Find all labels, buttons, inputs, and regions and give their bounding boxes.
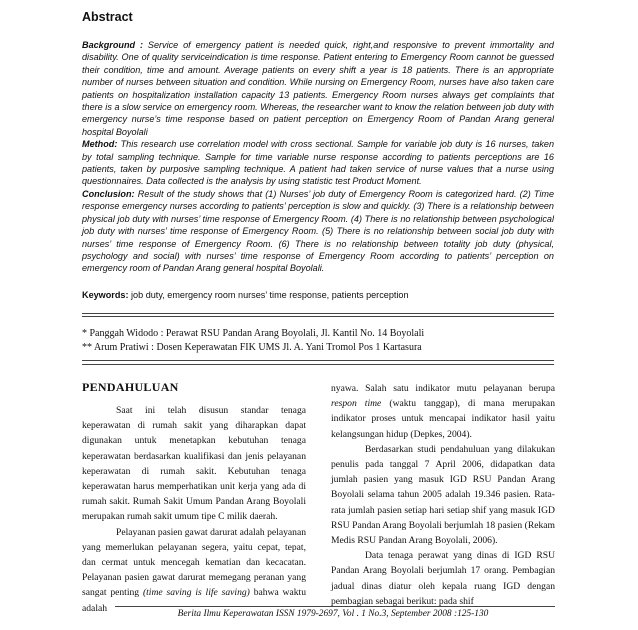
affiliations: [82, 327, 554, 355]
keywords-text: job duty, emergency room nurses’ time response, patients perception: [131, 290, 409, 300]
affiliation-author-2: ** Arum Pratiwi : Dosen Keperawatan FIK UMS Jl. A. Yani Tromol Pos 1 Kartasura: [82, 342, 422, 353]
background-text: Service of emergency patient is needed quick, right,and responsive to prevent immortality and disability. One of quality serviceindication is time response. Patient entering to Emergency Room cannot be guessed their condition, time and amount. Average patients on every shift a year is 18 patients. There is an appropriate number of nurses between situation and condition. While nursing on Emergency Room, nurses have also taken care patients on hospitalization installation capacity 13 patients. Emergency Room nurses always get complaints that there is a slow service on emergency room. Whereas, the researcher want to know the relation between job duty with emergency nurse’s time response based on patient perception on Emergency Room of Pandan Arang general hospital Boyolali: [82, 40, 554, 137]
paragraph: [331, 381, 555, 442]
keywords-label: Keywords:: [82, 290, 129, 300]
abstract-background: [82, 39, 554, 138]
paragraph-text: nyawa. Salah satu indikator mutu pelayanan berupa: [331, 383, 555, 394]
journal-footer: Berita Ilmu Keperawatan ISSN 1979-2697, Vol . 1 No.3, September 2008 :125-130: [177, 609, 489, 619]
divider: [82, 364, 554, 365]
divider: [82, 316, 554, 317]
paragraph: Saat ini telah disusun standar tenaga keperawatan di rumah sakit yang diharapkan dapat digunakan untuk menetapkan kebutuhan tenaga keperawatan berdasarkan kualifikasi dan jenis pelayanan keperawatan di rumah sakit. Kebutuhan tenaga keperawatan harus memperhatikan unit kerja yang ada di rumah sakit. Rumah Sakit Umum Pandan Arang Boyolali merupakan rumah sakit umum tipe C milik daerah.: [82, 405, 306, 523]
paragraph-text: bahwa waktu adalah: [82, 587, 307, 614]
conclusion-text: Result of the study shows that (1) Nurses’ job duty of Emergency Room is categorized hard. (2) Time response emergency nurses according to patients’ perception is slow and quickly. (3) There is a relationship between physical job duty with nurses’ time response of Emergency Room. (4) There is no relationship between psychological job duty with nurses’ time response of Emergency Room. (5) There is no relationship between social job duty with nurses’ time response of Emergency Room. (6) There is no relationship between totality job duty (physical, psychology and social) with nurses’ time response of Emergency Room according to patients’ perception on emergency room of Pandan Arang general hospital Boyolali.: [82, 188, 555, 274]
affiliation-author-1: * Panggah Widodo : Perawat RSU Pandan Arang Boyolali, Jl. Kantil No. 14 Boyolali: [82, 328, 425, 339]
paragraph: Data tenaga perawat yang dinas di IGD RSU Pandan Arang Boyolali berjumlah 17 orang. Pembagian jadual dinas diatur oleh kepala ruang IGD dengan pembagian sebagai berikut: pada shif: [331, 550, 555, 607]
right-column: [331, 381, 555, 609]
section-title: PENDAHULUAN: [82, 380, 179, 394]
paragraph: [82, 525, 306, 616]
keywords: [82, 289, 554, 301]
conclusion-label: Conclusion:: [82, 188, 135, 199]
footer-divider: [115, 606, 555, 607]
abstract-body: [82, 39, 554, 275]
paragraph-text: (waktu tanggap), di mana merupakan indikator proses untuk mencapai indikator hasil yaitu kelangsungan hidup (Depkes, 2004).: [331, 398, 555, 440]
italic-phrase: respon time: [331, 398, 382, 410]
method-text: This research use correlation model with cross sectional. Sample for variable job duty is 16 nurses, taken by total sampling technique. Sample for time variable nurse response according to patients perceptions are 16 patients, taken by purposive sampling technique. A patient had taken service of nurse values that a nurse using questionnaires. Data collected is the analysis by using statistic test Product Moment.: [82, 139, 554, 187]
method-label: Method:: [82, 139, 118, 150]
divider: [82, 313, 554, 314]
divider: [82, 360, 554, 361]
left-column: [82, 403, 306, 616]
abstract-title: Abstract: [82, 10, 133, 24]
paragraph: Berdasarkan studi pendahuluan yang dilakukan penulis pada tanggal 7 April 2006, didapatkan data jumlah pasien yang masuk IGD RSU Pandan Arang Boyolali selama tahun 2005 adalah 19.346 pasien. Rata-rata jumlah pasien setiap hari setiap shif yang masuk IGD RSU Pandan Arang Boyolali berjumlah 18 pasien (Rekam Medis RSU Pandan Arang Boyolali, 2006).: [331, 443, 555, 547]
abstract-conclusion: [82, 188, 554, 275]
abstract-method: [82, 138, 554, 188]
background-label: Background :: [82, 40, 143, 50]
paragraph-text: Pelayanan pasien gawat darurat adalah pelayanan yang memerlukan pelayanan segera, yaitu cepat, tepat, dan cermat untuk mencegah kematian dan kecacatan. Pelayanan pasien gawat darurat memegang peranan yang sangat penting: [82, 526, 306, 599]
italic-phrase: (time saving is life saving): [142, 587, 250, 599]
